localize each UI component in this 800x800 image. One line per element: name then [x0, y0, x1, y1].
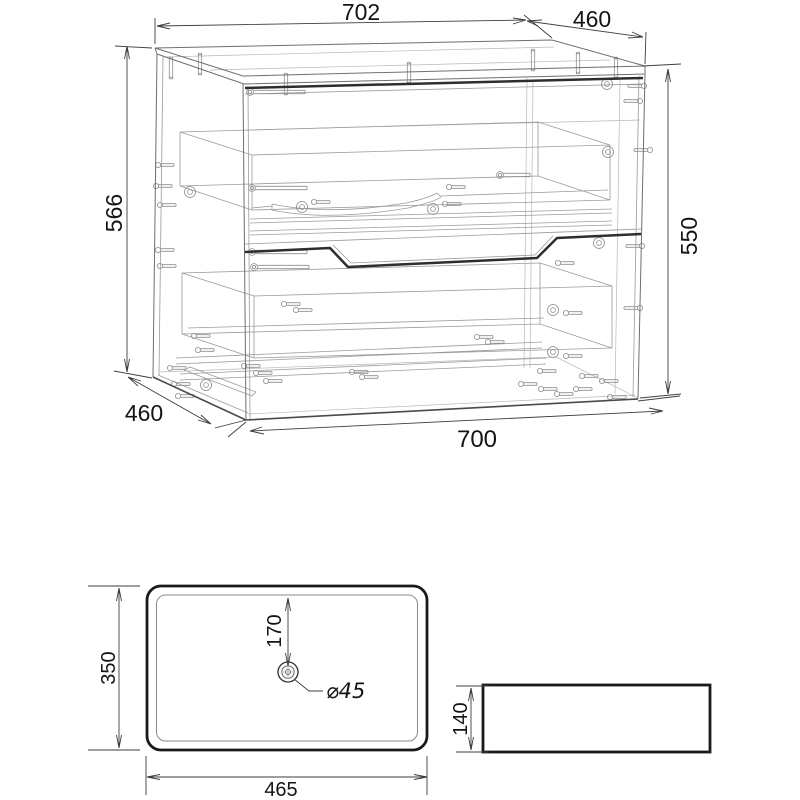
dim-label-basin-width: 465: [264, 779, 298, 800]
top-drawer-box: [180, 122, 612, 235]
dim-label-drain-diameter: ⌀45: [326, 679, 366, 703]
basin-outer-rim: [147, 586, 427, 750]
basin-side-view: [450, 685, 710, 752]
dim-label-right-height: 550: [676, 216, 702, 256]
dim-label-bottom-width: 700: [456, 426, 498, 453]
dim-label-top-width: 702: [341, 0, 381, 25]
cabinet-isometric-view: [101, 0, 702, 453]
dim-label-basin-height: 140: [450, 702, 472, 736]
basin-side-outline: [483, 685, 710, 752]
dim-label-drain-offset: 170: [264, 614, 286, 648]
drawer-gap-lines: [245, 78, 643, 267]
dim-label-left-height: 566: [101, 193, 127, 233]
dim-label-bottom-depth: 460: [124, 400, 164, 426]
basin-top-view: [88, 586, 427, 800]
dim-right-height-lines: [640, 64, 681, 398]
dim-bottom-width-lines: [228, 396, 680, 437]
dim-label-top-depth: 460: [572, 6, 612, 32]
hardware-fittings: [153, 49, 652, 400]
dim-label-basin-depth: 350: [98, 651, 120, 685]
bottom-drawer-box: [176, 263, 612, 396]
